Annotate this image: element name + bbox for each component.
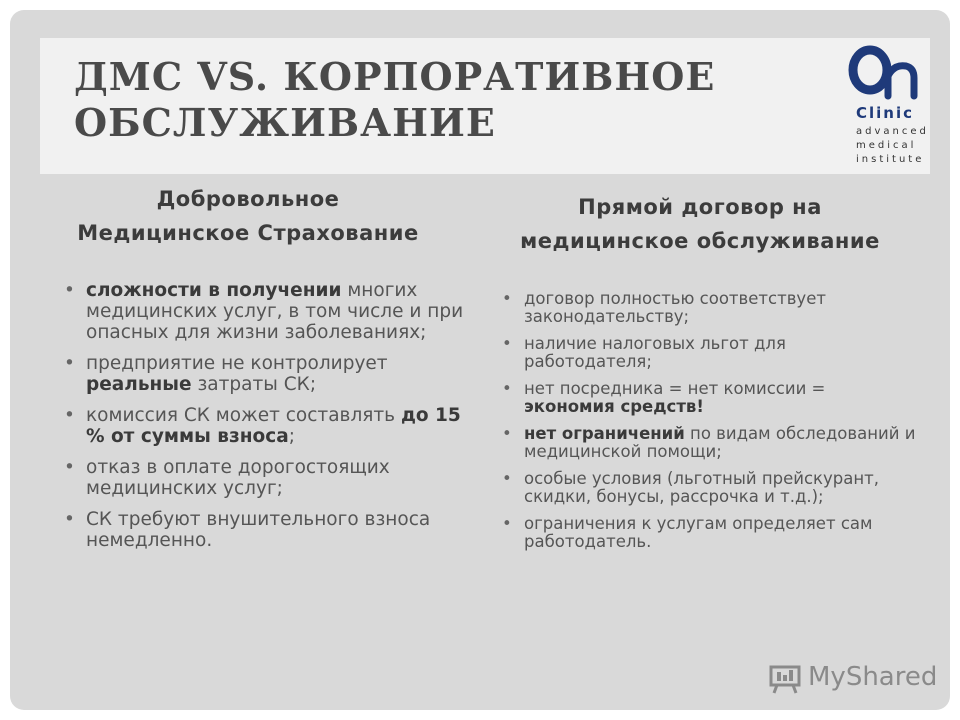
logo-clinic-text: Clinic <box>856 104 915 122</box>
left-heading-line-2: Медицинское Страхование <box>77 221 419 245</box>
item-text: предприятие не контролирует <box>86 353 388 374</box>
right-column-heading <box>480 190 920 258</box>
title-box <box>40 38 930 174</box>
logo-sub-3: institute <box>856 154 925 165</box>
list-item <box>498 425 918 461</box>
item-text: по видам обследований и медицинской помощи; <box>524 424 916 461</box>
logo-sub-1: advanced <box>856 126 929 137</box>
list-item <box>60 457 470 499</box>
on-clinic-logo <box>848 44 929 168</box>
watermark-text: MyShared <box>808 662 938 692</box>
item-text: отказ в оплате дорогостоящих медицинских услуг; <box>86 457 390 499</box>
item-text: ограничения к услугам определяет сам работодатель. <box>524 514 873 551</box>
item-text: наличие налоговых льгот для работодателя; <box>524 334 786 371</box>
title-line-2: ОБСЛУЖИВАНИЕ <box>74 100 496 145</box>
bold-text: нет ограничений <box>524 424 685 443</box>
left-column-heading <box>28 182 468 250</box>
bold-text: до 15 % от суммы взноса <box>86 405 461 447</box>
list-item <box>498 290 918 326</box>
list-item <box>60 405 470 447</box>
item-text: нет посредника = нет комиссии = <box>524 379 826 398</box>
list-item <box>498 335 918 371</box>
left-heading-line-1: Добровольное <box>156 187 340 211</box>
list-item <box>498 380 918 416</box>
title-line-1: ДМС VS. КОРПОРАТИВНОЕ <box>74 54 716 99</box>
item-text: договор полностью соответствует законодательству; <box>524 289 826 326</box>
right-heading-line-1: Прямой договор на <box>578 195 822 219</box>
item-text: комиссия СК может составлять <box>86 405 401 426</box>
item-text: ; <box>288 426 295 447</box>
item-text: многих медицинских услуг, в том числе и при опасных для жизни заболеваниях; <box>86 280 464 343</box>
item-text: особые условия (льготный прейскурант, скидки, бонусы, рассрочка и т.д.); <box>524 469 879 506</box>
item-text: затраты СК; <box>191 374 317 395</box>
bold-text: экономия средств! <box>524 397 704 416</box>
slide <box>10 10 950 710</box>
presentation-board-icon <box>768 664 802 694</box>
myshared-watermark <box>768 660 938 700</box>
list-item <box>60 509 470 551</box>
slide-title <box>74 54 794 146</box>
item-text: СК требуют внушительного взноса немедленно. <box>86 509 431 551</box>
list-item <box>498 515 918 551</box>
list-item <box>498 470 918 506</box>
logo-sub-2: medical <box>856 140 917 151</box>
right-bullet-list <box>498 290 918 560</box>
list-item <box>60 280 470 343</box>
bold-text: сложности в получении <box>86 280 342 301</box>
list-item <box>60 353 470 395</box>
on-logo-mark <box>848 44 926 102</box>
bold-text: реальные <box>86 374 192 395</box>
right-heading-line-2: медицинское обслуживание <box>520 229 880 253</box>
left-bullet-list <box>60 280 470 561</box>
